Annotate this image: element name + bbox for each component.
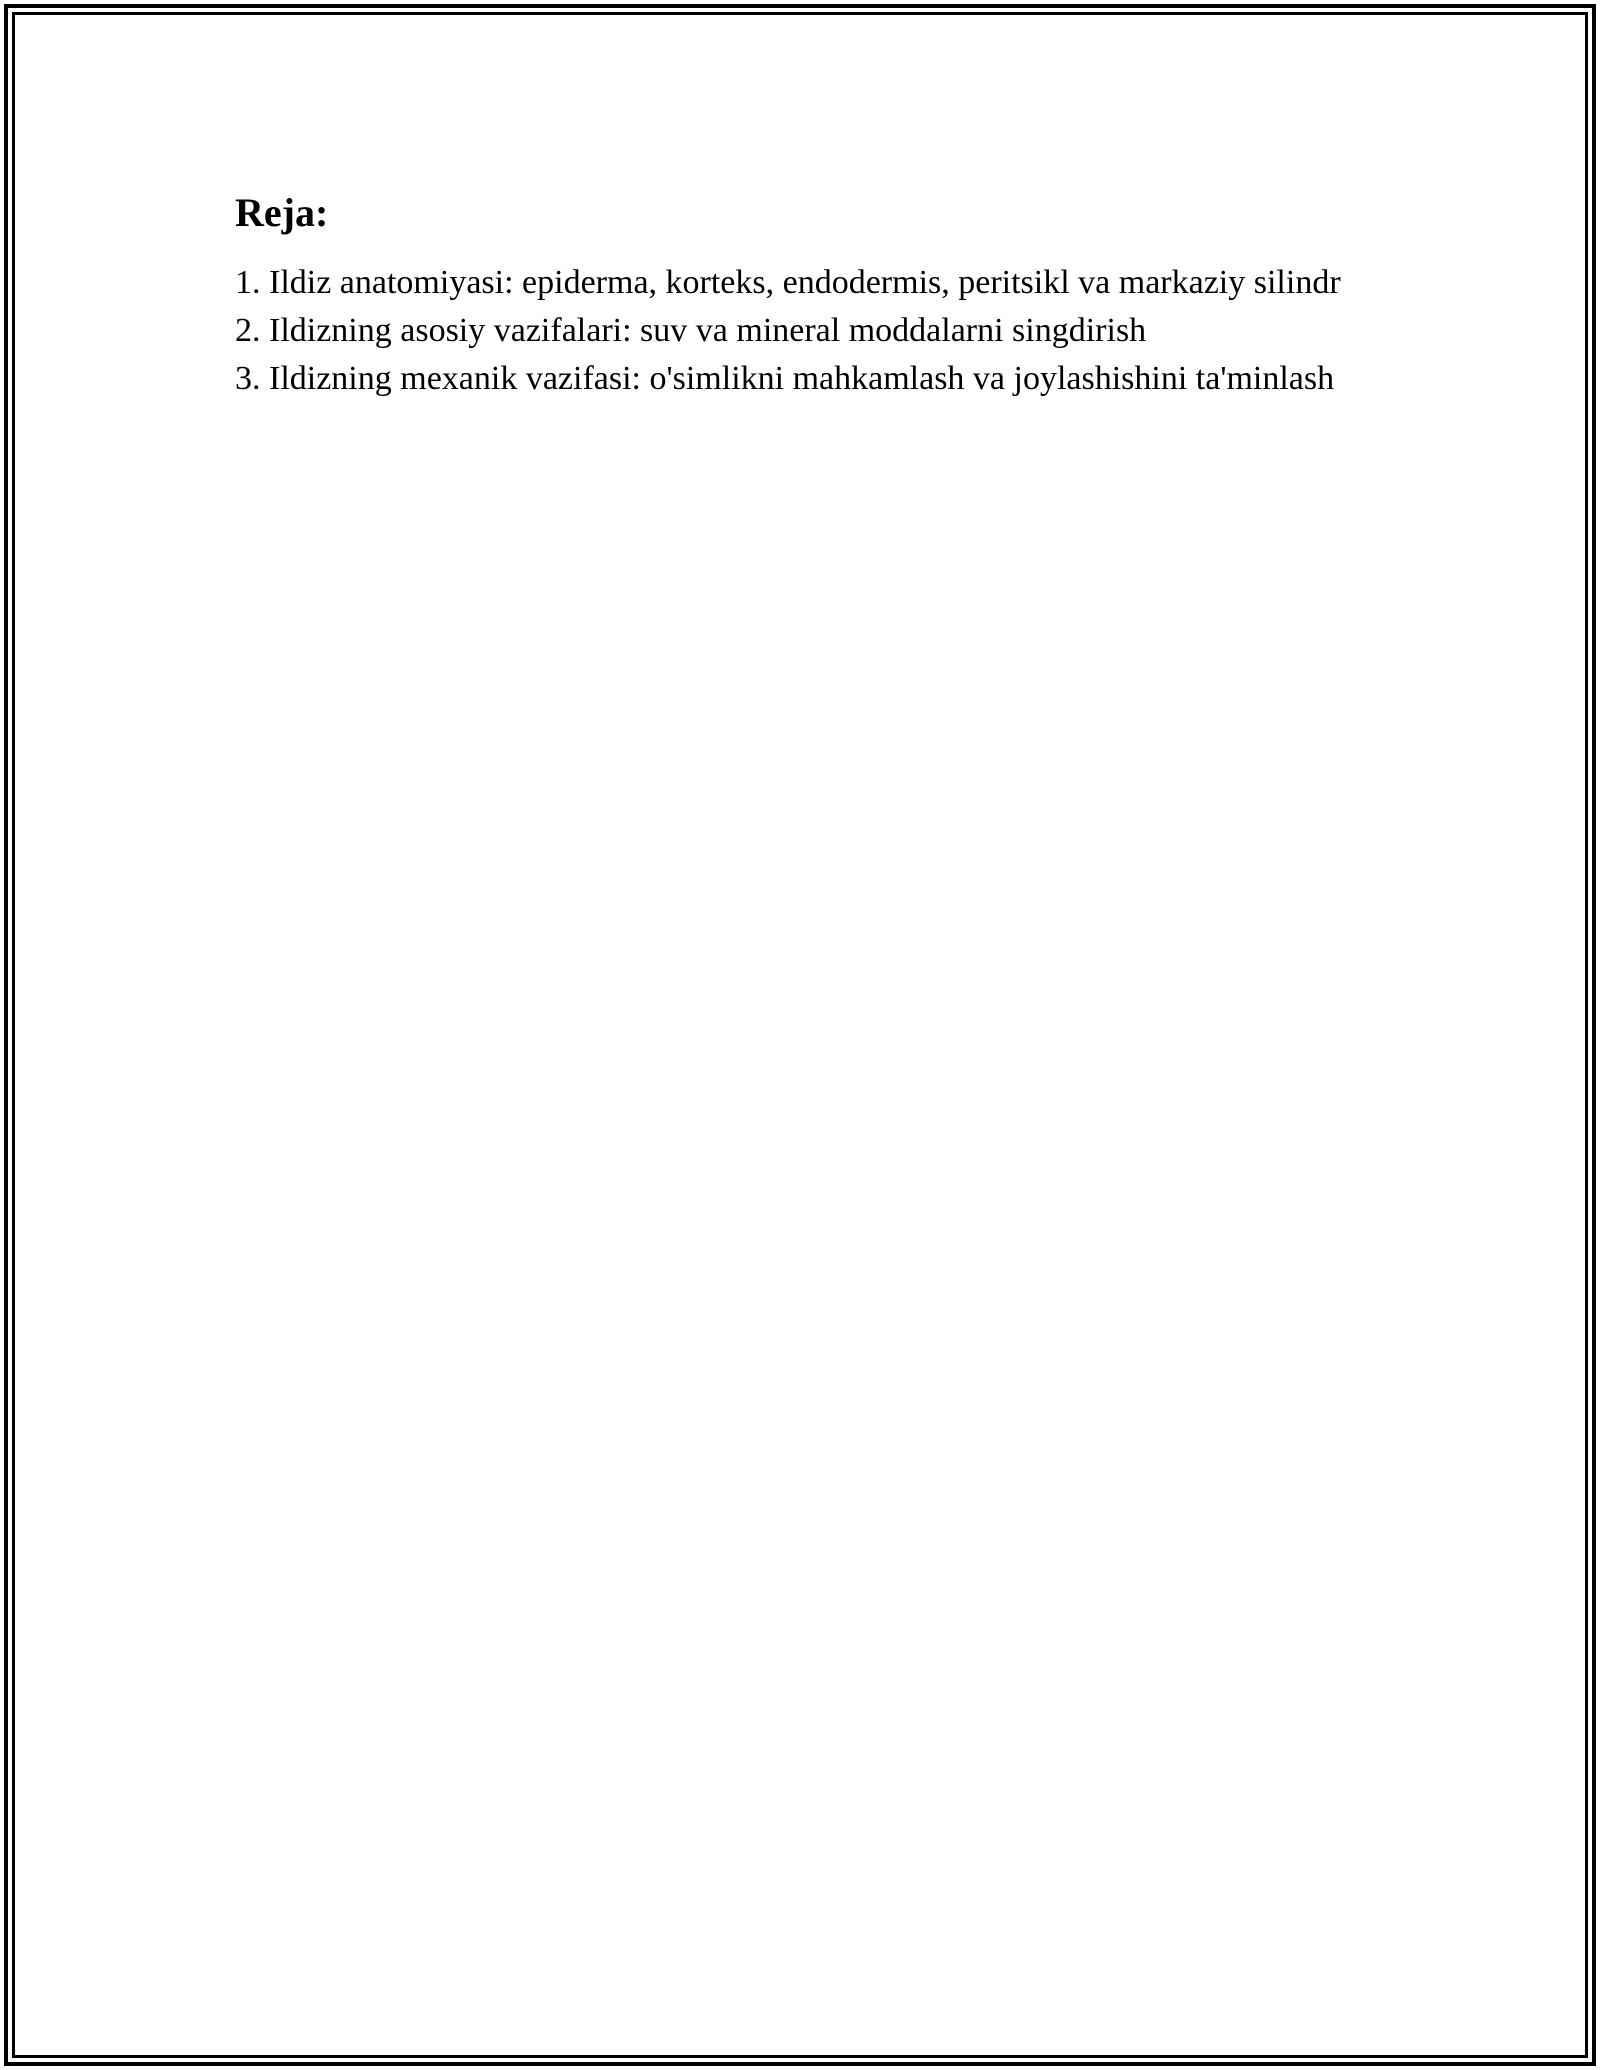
page-title: Reja:	[235, 190, 329, 235]
document-body	[235, 185, 1365, 403]
list-item: 2. Ildizning asosiy vazifalari: suv va mineral moddalarni singdirish	[235, 312, 1147, 349]
list-item: 1. Ildiz anatomiyasi: epiderma, korteks, endodermis, peritsikl va markaziy silindr	[235, 264, 1341, 301]
plan-list	[235, 259, 1365, 403]
list-item: 3. Ildizning mexanik vazifasi: o'simlikni mahkamlash va joylashishini ta'minlash	[235, 360, 1335, 397]
